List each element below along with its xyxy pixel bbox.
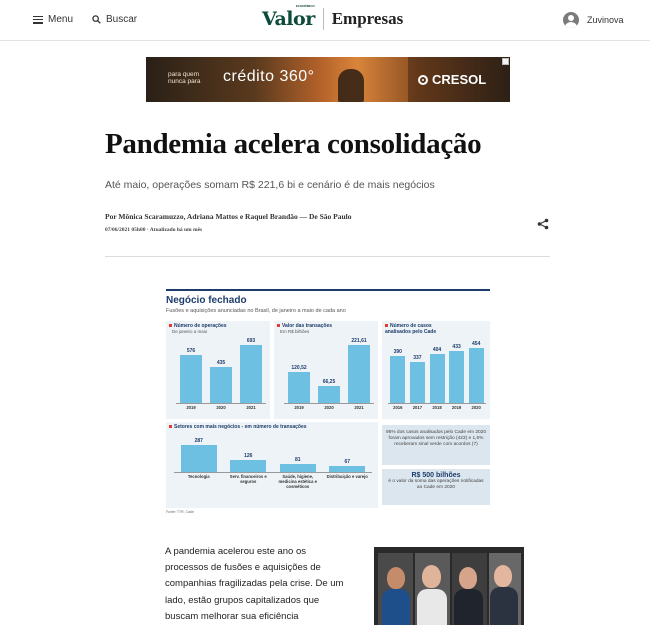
ad-tagline: para quem nunca para [168, 71, 201, 85]
user-avatar-icon [563, 12, 579, 28]
chart-title: Valor das transações [277, 323, 332, 329]
ad-farmer-silhouette [338, 69, 364, 102]
chart-baseline [176, 403, 266, 404]
article-subtitle: Até maio, operações somam R$ 221,6 bi e cenário é de mais negócios [105, 179, 435, 191]
user-name: Zuvinova [587, 15, 624, 25]
chart-value-label: 221,61 [351, 338, 367, 345]
chart-category-label: 2020 [471, 405, 481, 410]
chart-title: Número de operações [169, 323, 227, 329]
chart-subtitle: Em R$ bilhões [280, 329, 310, 334]
cade-value-note: R$ 500 bilhões é o valor da soma das operações notificadas ao Cade em 2020 [382, 469, 490, 505]
chart-category-label: 2020 [324, 405, 334, 410]
chart-category-label: 2019 [294, 405, 304, 410]
chart-title: Número de casos analisados pelo Cade [385, 323, 455, 335]
chart-value-label: 454 [472, 341, 481, 348]
chart-value-label: 120,52 [291, 364, 307, 371]
person-1-shirt [382, 589, 410, 625]
chart-category-label: 2020 [216, 405, 226, 410]
article-byline: Por Mônica Scaramuzzo, Adriana Mattos e Raquel Brandão — De São Paulo [105, 212, 352, 221]
chart-value-label: 433 [452, 343, 461, 350]
chart-bar [180, 355, 202, 403]
chart-bar [410, 362, 425, 403]
chart-category-label: Distribuição e varejo [326, 474, 368, 479]
chart-value-label: 81 [294, 457, 301, 464]
chart-category-label: 2019 [186, 405, 196, 410]
hamburger-icon [33, 16, 43, 24]
chart-value-label: 390 [393, 348, 402, 355]
chart-bar [390, 356, 405, 403]
infographic-source: Fonte: TTR, Cade [166, 510, 194, 514]
chart-title: Setores com mais negócios - em número de transações [169, 424, 307, 430]
chart-category-label: 2021 [354, 405, 364, 410]
chart-category-label: Serv. financeiros e seguros [229, 474, 267, 484]
chart-category-label: 2021 [246, 405, 256, 410]
chart-category-label: 2018 [432, 405, 442, 410]
chart-bar [280, 464, 316, 472]
chart-value-label: 693 [246, 338, 256, 345]
chart-bar [181, 445, 217, 472]
share-button[interactable] [537, 217, 549, 235]
share-icon [537, 218, 549, 230]
ad-choices-icon[interactable] [502, 58, 509, 65]
article-body: A pandemia acelerou este ano os processos de fusões e aquisições de companhias fragilizadas pela crise. De um lado, estão grupos capitalizados que buscam melhorar sua eficiência [165, 546, 344, 622]
chart-value-label: 66,25 [322, 378, 336, 385]
person-3-shirt [454, 589, 483, 625]
chart-category-label: Saúde, higiene, medicina estética e cosméticos [278, 474, 317, 489]
article-photo[interactable] [374, 547, 524, 625]
chart-bar [348, 345, 370, 403]
chart-panel-operations [166, 321, 270, 419]
chart-value-label: 576 [186, 348, 196, 354]
chart-value-label: 126 [244, 453, 253, 460]
infographic-title: Negócio fechado [166, 295, 247, 306]
ad-brand: CRESOL [418, 72, 486, 87]
site-logo-link[interactable] [262, 4, 404, 30]
person-4-shirt [490, 587, 518, 625]
menu-button[interactable] [33, 14, 73, 25]
search-icon [92, 15, 101, 24]
person-2-shirt [417, 589, 447, 625]
top-navigation-bar [0, 0, 650, 41]
chart-subtitle: De janeiro a maio [172, 329, 208, 334]
chart-bar [430, 354, 445, 403]
section-name: Empresas [331, 9, 404, 28]
chart-category-label: 2017 [412, 405, 423, 410]
chart-panel-cade-cases [382, 321, 490, 419]
chart-value-label: 287 [194, 438, 203, 445]
chart-bar [210, 367, 232, 403]
chart-baseline [284, 403, 374, 404]
cresol-logo-icon [418, 75, 428, 85]
ad-product: crédito 360° [223, 68, 315, 85]
person-1 [387, 567, 405, 589]
valor-logo: Valor ECONÔMICO [262, 4, 315, 30]
article-title: Pandemia acelera consolidação [105, 128, 482, 160]
chart-bar [449, 351, 464, 403]
chart-value-label: 435 [216, 359, 226, 366]
infographic[interactable] [166, 289, 490, 515]
cade-approval-note: 95% dos casos analisados pelo Cade em 2020 foram aprovados sem restrição (423) e 1,5% receberam sinal verde com acordos (7) [382, 425, 490, 465]
chart-category-label: 2016 [393, 405, 403, 410]
chart-value-label: 337 [413, 355, 422, 362]
chart-bar [469, 348, 484, 403]
ad-banner[interactable] [146, 57, 510, 102]
chart-value-label: 404 [432, 347, 442, 354]
person-3 [459, 567, 477, 589]
chart-bar [329, 466, 365, 472]
user-account-button[interactable] [563, 12, 624, 28]
menu-label: Menu [48, 14, 74, 25]
chart-bar [318, 386, 340, 403]
chart-baseline [388, 403, 486, 404]
search-label: Buscar [106, 14, 138, 25]
chart-category-label: 2019 [451, 405, 462, 410]
chart-panel-value [274, 321, 378, 419]
chart-bar [288, 372, 310, 403]
infographic-subtitle: Fusões e aquisições anunciadas no Brasil, de janeiro a maio de cada ano [166, 308, 346, 314]
chart-panel-sectors [166, 422, 378, 508]
header-divider [105, 256, 550, 257]
search-button[interactable] [92, 14, 137, 25]
chart-category-label: Tecnologia [187, 474, 210, 479]
chart-baseline [174, 472, 372, 473]
chart-value-label: 67 [344, 458, 351, 465]
chart-bar [240, 345, 262, 403]
logo-divider [323, 8, 324, 30]
person-2 [422, 565, 441, 588]
person-4 [494, 565, 512, 587]
article-date: 07/06/2021 05h00 · Atualizado há um mês [105, 227, 203, 233]
chart-bar [230, 460, 266, 472]
